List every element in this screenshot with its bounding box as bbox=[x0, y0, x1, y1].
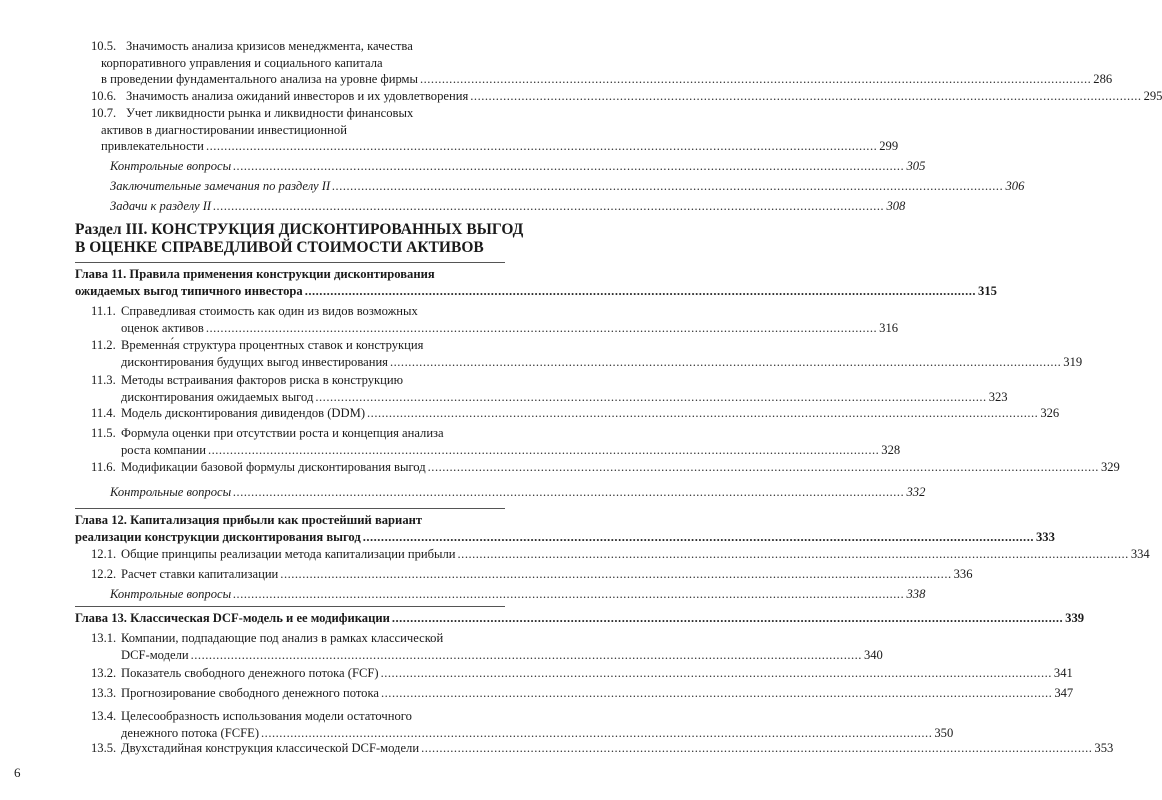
toc-entry-page: 350 bbox=[934, 725, 954, 740]
toc-entry-page: 340 bbox=[863, 647, 883, 662]
section-title bbox=[75, 221, 524, 257]
chapter11-heading[interactable] bbox=[75, 266, 997, 299]
toc-entry-page: 333 bbox=[1036, 529, 1055, 544]
toc-entry-text-line: корпоративного управления и социального капитала bbox=[101, 55, 383, 70]
toc-entry-page: 308 bbox=[886, 199, 906, 213]
dot-leader bbox=[367, 405, 1038, 422]
dot-leader bbox=[363, 529, 1034, 546]
chapter-11-rule bbox=[75, 262, 505, 263]
toc-entry-title: в проведении фундаментального анализа на уровне фирмы bbox=[101, 72, 418, 86]
dot-leader bbox=[305, 283, 976, 300]
toc-entry-page: 328 bbox=[881, 442, 901, 457]
toc-entry-text-line: Целесообразность использования модели остаточного bbox=[121, 709, 412, 723]
toc-entry-text-line: Учет ликвидности рынка и ликвидности финансовых bbox=[126, 106, 414, 120]
toc-entry-title: Двухстадийная конструкция классической DCF-модели bbox=[121, 741, 420, 755]
chapter-12-rule bbox=[75, 508, 505, 509]
toc-entry-text-line: Методы встраивания факторов риска в конструкцию bbox=[121, 373, 404, 387]
toc-entry-item[interactable] bbox=[91, 337, 1083, 370]
toc-entry-number: 13.2. bbox=[91, 666, 117, 680]
toc-entry-title: Контрольные вопросы bbox=[110, 485, 232, 499]
toc-entry-number: 12.1. bbox=[91, 547, 117, 561]
toc-entry-item[interactable] bbox=[91, 303, 899, 336]
toc-entry-text-line: Формула оценки при отсутствии роста и концепция анализа bbox=[121, 426, 444, 440]
toc-entry-item[interactable] bbox=[91, 88, 1162, 105]
toc-entry-item[interactable] bbox=[91, 38, 1113, 88]
toc-entry-item[interactable] bbox=[91, 425, 901, 458]
toc-entry-questions[interactable] bbox=[110, 484, 926, 501]
toc-entry-section-item[interactable] bbox=[110, 198, 906, 215]
toc-entry-title: Общие принципы реализации метода капитализации прибыли bbox=[121, 547, 456, 561]
dot-leader bbox=[280, 566, 951, 583]
dot-leader bbox=[233, 484, 904, 501]
toc-entry-title: роста компании bbox=[121, 442, 206, 457]
dot-leader bbox=[206, 138, 877, 155]
toc-entry-number: 11.1. bbox=[91, 304, 116, 318]
section-title-line-1: Раздел III. КОНСТРУКЦИЯ ДИСКОНТИРОВАННЫХ ВЫГОД bbox=[75, 221, 524, 238]
toc-entry-item[interactable] bbox=[91, 740, 1114, 757]
toc-entry-item[interactable] bbox=[91, 459, 1120, 476]
toc-entry-page: 339 bbox=[1065, 611, 1085, 625]
toc-entry-title: привлекательности bbox=[101, 139, 204, 153]
toc-entry-title: дисконтирования будущих выгод инвестирования bbox=[121, 354, 388, 369]
toc-entry-title: Модель дисконтирования дивидендов (DDM) bbox=[121, 406, 366, 420]
toc-entry-item[interactable] bbox=[91, 105, 899, 155]
toc-entry-page: 305 bbox=[906, 159, 926, 173]
toc-entry-number: 11.6. bbox=[91, 460, 116, 474]
toc-entry-page: 334 bbox=[1130, 547, 1150, 561]
toc-entry-text-line: Компании, подпадающие под анализ в рамках классической bbox=[121, 631, 444, 645]
toc-entry-text-line: активов в диагностировании инвестиционной bbox=[101, 122, 347, 137]
toc-entry-item[interactable] bbox=[91, 566, 973, 583]
toc-entry-text-line: Справедливая стоимость как один из видов возможных bbox=[121, 304, 418, 318]
toc-entry-title: Расчет ставки капитализации bbox=[121, 567, 279, 581]
dot-leader bbox=[420, 71, 1091, 88]
toc-entry-page: 326 bbox=[1040, 406, 1060, 420]
toc-entry-number: 10.7. bbox=[91, 106, 117, 120]
toc-entry-number: 13.5. bbox=[91, 741, 117, 755]
dot-leader bbox=[381, 685, 1052, 702]
dot-leader bbox=[206, 320, 877, 337]
toc-entry-page: 286 bbox=[1093, 72, 1113, 86]
dot-leader bbox=[315, 389, 986, 406]
toc-entry-title: Глава 13. Классическая DCF-модель и ее модификации bbox=[75, 611, 390, 625]
toc-entry-page: 299 bbox=[879, 139, 899, 153]
toc-entry-page: 329 bbox=[1100, 460, 1120, 474]
toc-entry-number: 12.2. bbox=[91, 567, 117, 581]
toc-entry-title: ожидаемых выгод типичного инвестора bbox=[75, 283, 303, 298]
chapter12-heading[interactable] bbox=[75, 512, 1055, 545]
toc-entry-questions[interactable] bbox=[110, 586, 926, 603]
toc-entry-title: Показатель свободного денежного потока (FCF) bbox=[121, 666, 379, 680]
toc-entry-page: 353 bbox=[1094, 741, 1114, 755]
toc-entry-page: 323 bbox=[988, 389, 1008, 404]
toc-entry-number: 13.1. bbox=[91, 631, 117, 645]
dot-leader bbox=[191, 647, 862, 664]
toc-entry-item[interactable] bbox=[91, 708, 954, 741]
toc-entry-number: 11.2. bbox=[91, 338, 116, 352]
toc-entry-section-item[interactable] bbox=[110, 178, 1025, 195]
toc-entry-item[interactable] bbox=[91, 630, 883, 663]
page-number: 6 bbox=[14, 765, 21, 780]
toc-entry-item[interactable] bbox=[91, 685, 1074, 702]
toc-entry-number: 10.5. bbox=[91, 39, 117, 53]
toc-entry-number: 10.6. bbox=[91, 89, 117, 103]
toc-entry-number: 11.4. bbox=[91, 406, 116, 420]
toc-entry-number: 11.5. bbox=[91, 426, 116, 440]
chapter13-heading[interactable] bbox=[75, 610, 1085, 627]
dot-leader bbox=[213, 198, 884, 215]
toc-entry-page: 295 bbox=[1143, 89, 1162, 103]
toc-entry-text-line: Значимость анализа кризисов менеджмента, качества bbox=[126, 39, 413, 53]
toc-entry-page: 332 bbox=[906, 485, 926, 499]
toc-entry-title: Модификации базовой формулы дисконтирования выгод bbox=[121, 460, 426, 474]
toc-entry-page: 336 bbox=[953, 567, 973, 581]
toc-entry-page: 306 bbox=[1005, 179, 1025, 193]
dot-leader bbox=[390, 354, 1061, 371]
dot-leader bbox=[233, 158, 904, 175]
dot-leader bbox=[392, 610, 1063, 627]
toc-entry-section-item[interactable] bbox=[110, 158, 926, 175]
toc-entry-title: Прогнозирование свободного денежного потока bbox=[121, 686, 379, 700]
dot-leader bbox=[208, 442, 879, 459]
dot-leader bbox=[381, 665, 1052, 682]
toc-entry-text-line: Глава 11. Правила применения конструкции дисконтирования bbox=[75, 267, 435, 281]
toc-entry-text-line: Временна́я структура процентных ставок и конструкция bbox=[121, 338, 424, 352]
toc-entry-page: 338 bbox=[906, 587, 926, 601]
toc-entry-item[interactable] bbox=[91, 405, 1060, 422]
toc-entry-title: DCF-модели bbox=[121, 647, 189, 662]
section-title-line-2: В ОЦЕНКЕ СПРАВЕДЛИВОЙ СТОИМОСТИ АКТИВОВ bbox=[75, 239, 484, 256]
toc-entry-number: 11.3. bbox=[91, 373, 116, 387]
toc-entry-page: 347 bbox=[1054, 686, 1074, 700]
toc-entry-item[interactable] bbox=[91, 546, 1150, 563]
toc-entry-number: 13.3. bbox=[91, 686, 117, 700]
toc-entry-item[interactable] bbox=[91, 665, 1073, 682]
dot-leader bbox=[470, 88, 1141, 105]
toc-entry-title: Контрольные вопросы bbox=[110, 587, 232, 601]
dot-leader bbox=[233, 586, 904, 603]
dot-leader bbox=[421, 740, 1092, 757]
dot-leader bbox=[428, 459, 1099, 476]
toc-entry-title: Контрольные вопросы bbox=[110, 159, 232, 173]
toc-entry-title: дисконтирования ожидаемых выгод bbox=[121, 389, 314, 404]
toc-entry-page: 341 bbox=[1053, 666, 1073, 680]
toc-entry-title: реализации конструкции дисконтирования выгод bbox=[75, 529, 361, 544]
toc-entry-title: Значимость анализа ожиданий инвесторов и их удовлетворения bbox=[126, 89, 469, 103]
toc-entry-item[interactable] bbox=[91, 372, 1008, 405]
toc-entry-page: 315 bbox=[978, 283, 997, 298]
dot-leader bbox=[261, 725, 932, 742]
toc-entry-page: 316 bbox=[879, 320, 899, 335]
toc-entry-title: денежного потока (FCFE) bbox=[121, 725, 260, 740]
chapter-13-rule bbox=[75, 606, 505, 607]
dot-leader bbox=[458, 546, 1129, 563]
toc-entry-title: оценок активов bbox=[121, 320, 204, 335]
toc-entry-page: 319 bbox=[1063, 354, 1083, 369]
toc-entry-text-line: Глава 12. Капитализация прибыли как простейший вариант bbox=[75, 513, 423, 527]
dot-leader bbox=[332, 178, 1003, 195]
toc-entry-title: Задачи к разделу II bbox=[110, 199, 212, 213]
toc-entry-number: 13.4. bbox=[91, 709, 117, 723]
toc-entry-title: Заключительные замечания по разделу II bbox=[110, 179, 331, 193]
